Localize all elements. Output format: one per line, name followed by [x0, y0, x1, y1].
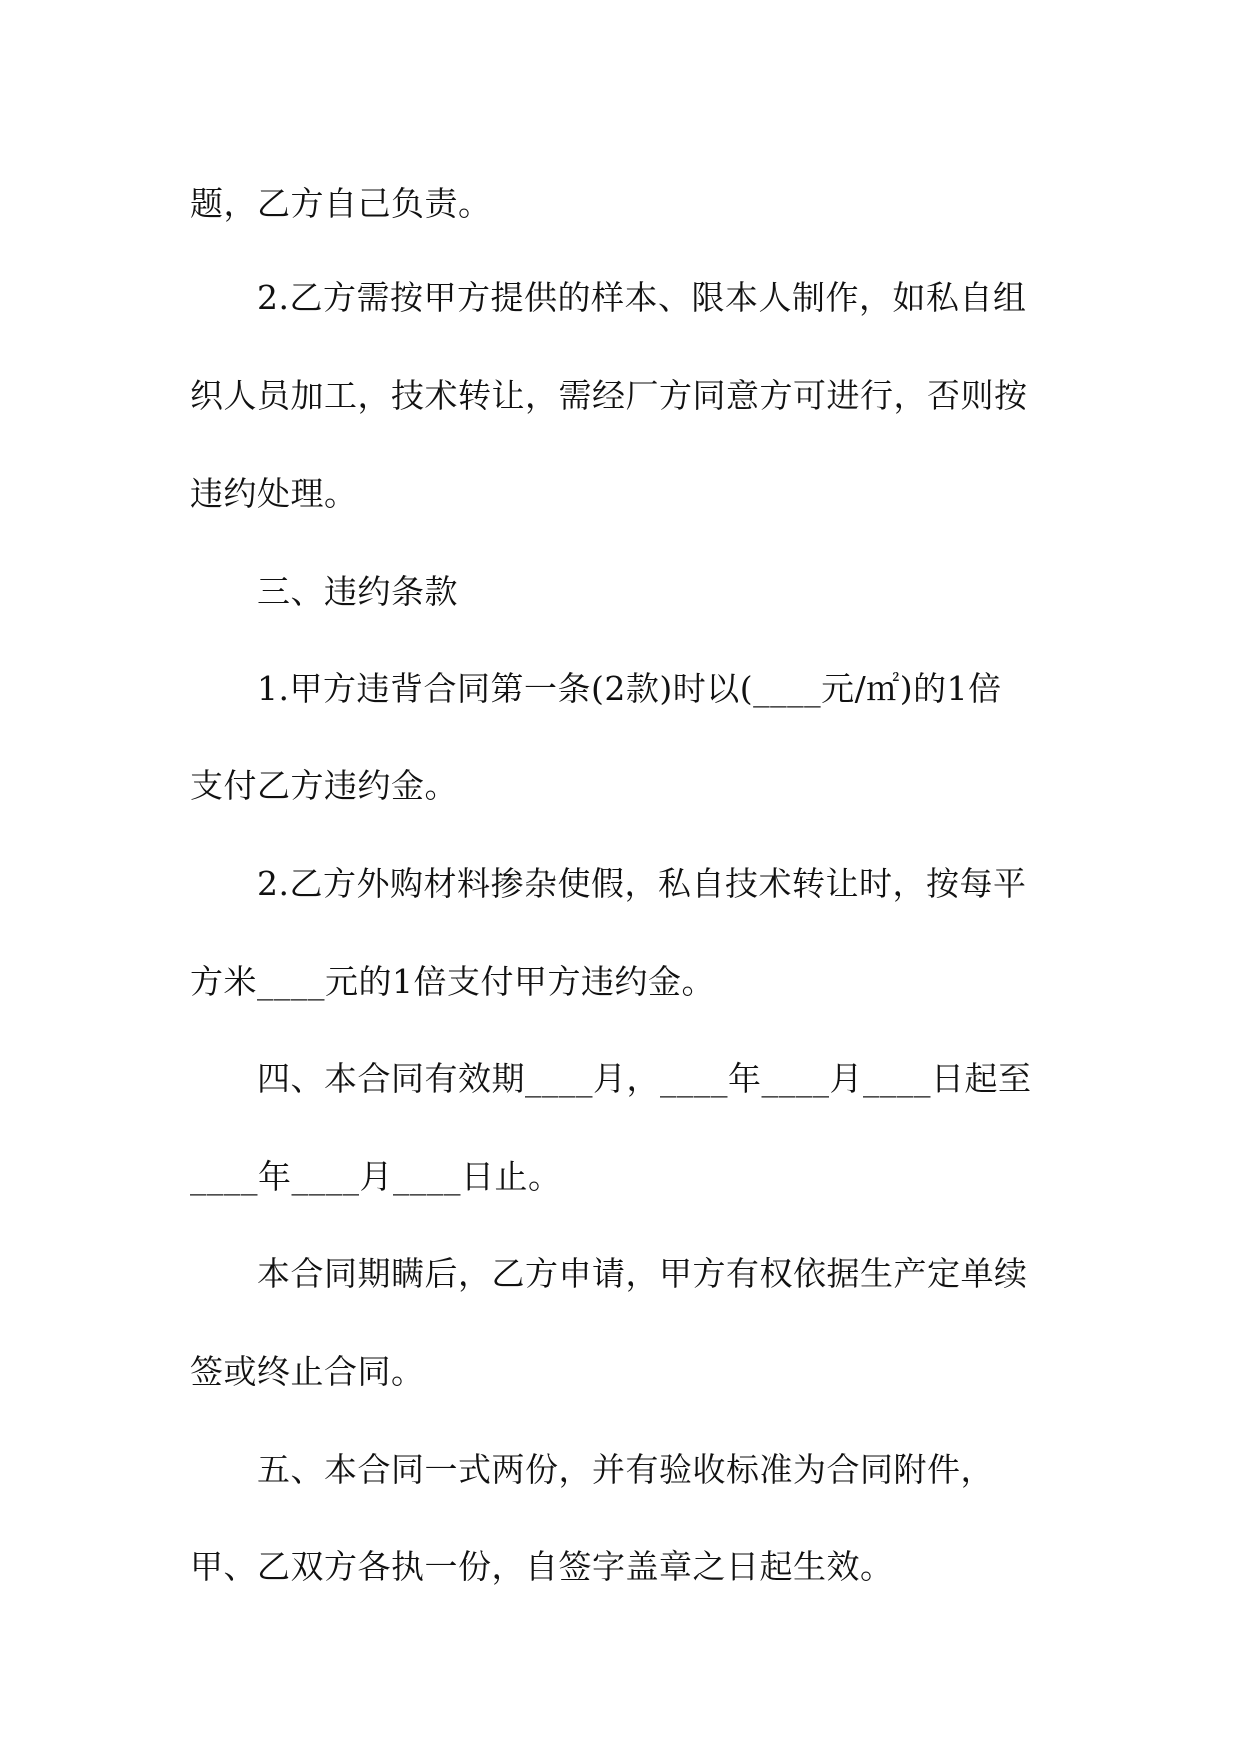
paragraph-line: 1.甲方违背合同第一条(2款)时以(____元/㎡)的1倍: [257, 669, 1002, 708]
paragraph-line: 四、本合同有效期____月，____年____月____日起至: [257, 1059, 1032, 1098]
paragraph-line: 签或终止合同。: [190, 1352, 425, 1391]
paragraph-line: 五、本合同一式两份，并有验收标准为合同附件，: [257, 1450, 994, 1489]
paragraph-line: 违约处理。: [190, 474, 358, 513]
paragraph-line: 题，乙方自己负责。: [190, 184, 492, 223]
paragraph-line: 2.乙方需按甲方提供的样本、限本人制作，如私自组: [257, 278, 1027, 317]
paragraph-line: 支付乙方违约金。: [190, 766, 458, 805]
paragraph-line: 织人员加工，技术转让，需经厂方同意方可进行，否则按: [190, 376, 1028, 415]
section-heading: 三、违约条款: [257, 572, 458, 611]
paragraph-line: 甲、乙双方各执一份，自签字盖章之日起生效。: [190, 1547, 894, 1586]
paragraph-line: 方米____元的1倍支付甲方违约金。: [190, 962, 715, 1001]
paragraph-line: 本合同期瞒后，乙方申请，甲方有权依据生产定单续: [257, 1254, 1028, 1293]
paragraph-line: ____年____月____日止。: [190, 1157, 562, 1196]
paragraph-line: 2.乙方外购材料掺杂使假，私自技术转让时，按每平: [257, 864, 1027, 903]
